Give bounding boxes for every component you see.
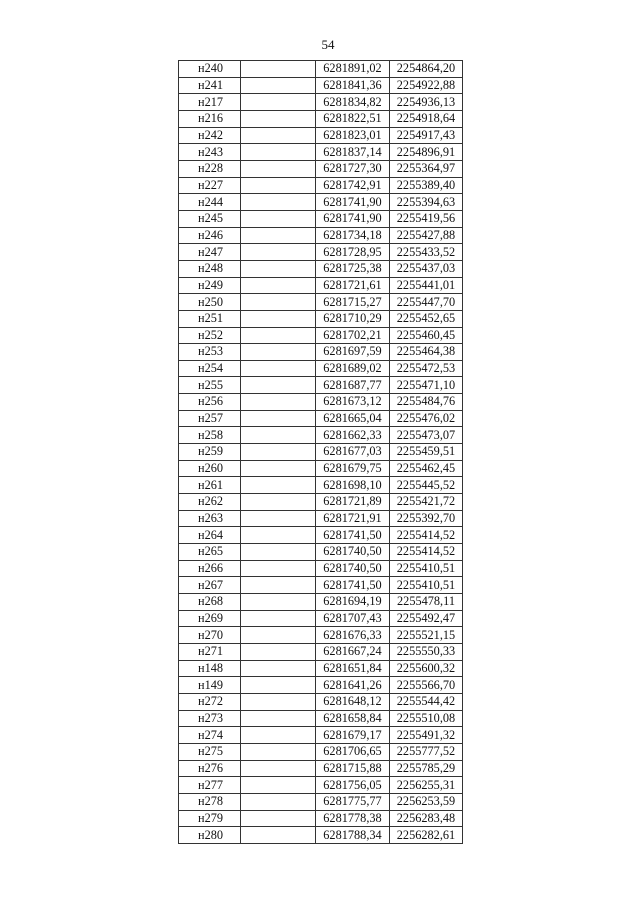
blank-cell: [241, 760, 316, 777]
point-name-cell: н249: [179, 277, 241, 294]
blank-cell: [241, 294, 316, 311]
blank-cell: [241, 160, 316, 177]
blank-cell: [241, 277, 316, 294]
x-coordinate-cell: 6281665,04: [316, 410, 390, 427]
table-row: [179, 110, 463, 127]
x-coordinate-cell: 6281676,33: [316, 627, 390, 644]
table-row: [179, 444, 463, 461]
x-coordinate-cell: 6281728,95: [316, 244, 390, 261]
x-coordinate-cell: 6281667,24: [316, 643, 390, 660]
table-row: [179, 594, 463, 611]
point-name-cell: н261: [179, 477, 241, 494]
x-coordinate-cell: 6281741,50: [316, 527, 390, 544]
x-coordinate-cell: 6281834,82: [316, 94, 390, 111]
point-name-cell: н278: [179, 793, 241, 810]
table-row: [179, 194, 463, 211]
blank-cell: [241, 110, 316, 127]
blank-cell: [241, 410, 316, 427]
blank-cell: [241, 544, 316, 561]
blank-cell: [241, 627, 316, 644]
point-name-cell: н243: [179, 144, 241, 161]
y-coordinate-cell: 2255445,52: [390, 477, 463, 494]
y-coordinate-cell: 2255427,88: [390, 227, 463, 244]
y-coordinate-cell: 2255491,32: [390, 727, 463, 744]
table-row: [179, 210, 463, 227]
x-coordinate-cell: 6281710,29: [316, 310, 390, 327]
y-coordinate-cell: 2256253,59: [390, 793, 463, 810]
x-coordinate-cell: 6281648,12: [316, 693, 390, 710]
table-row: [179, 527, 463, 544]
x-coordinate-cell: 6281707,43: [316, 610, 390, 627]
x-coordinate-cell: 6281725,38: [316, 260, 390, 277]
y-coordinate-cell: 2255441,01: [390, 277, 463, 294]
y-coordinate-cell: 2255478,11: [390, 594, 463, 611]
y-coordinate-cell: 2255419,56: [390, 210, 463, 227]
table-row: [179, 394, 463, 411]
y-coordinate-cell: 2254917,43: [390, 127, 463, 144]
table-row: [179, 327, 463, 344]
point-name-cell: н276: [179, 760, 241, 777]
y-coordinate-cell: 2255410,51: [390, 577, 463, 594]
x-coordinate-cell: 6281694,19: [316, 594, 390, 611]
x-coordinate-cell: 6281734,18: [316, 227, 390, 244]
table-row: [179, 94, 463, 111]
blank-cell: [241, 77, 316, 94]
y-coordinate-cell: 2255452,65: [390, 310, 463, 327]
table-row: [179, 610, 463, 627]
point-name-cell: н254: [179, 360, 241, 377]
x-coordinate-cell: 6281658,84: [316, 710, 390, 727]
y-coordinate-cell: 2255459,51: [390, 444, 463, 461]
point-name-cell: н245: [179, 210, 241, 227]
blank-cell: [241, 394, 316, 411]
y-coordinate-cell: 2255492,47: [390, 610, 463, 627]
point-name-cell: н271: [179, 643, 241, 660]
x-coordinate-cell: 6281651,84: [316, 660, 390, 677]
x-coordinate-cell: 6281822,51: [316, 110, 390, 127]
point-name-cell: н248: [179, 260, 241, 277]
x-coordinate-cell: 6281742,91: [316, 177, 390, 194]
table-row: [179, 577, 463, 594]
x-coordinate-cell: 6281741,50: [316, 577, 390, 594]
x-coordinate-cell: 6281788,34: [316, 827, 390, 844]
blank-cell: [241, 144, 316, 161]
blank-cell: [241, 177, 316, 194]
blank-cell: [241, 827, 316, 844]
blank-cell: [241, 360, 316, 377]
point-name-cell: н217: [179, 94, 241, 111]
table-row: [179, 477, 463, 494]
x-coordinate-cell: 6281837,14: [316, 144, 390, 161]
point-name-cell: н242: [179, 127, 241, 144]
blank-cell: [241, 577, 316, 594]
table-row: [179, 494, 463, 511]
y-coordinate-cell: 2255476,02: [390, 410, 463, 427]
x-coordinate-cell: 6281679,17: [316, 727, 390, 744]
y-coordinate-cell: 2255389,40: [390, 177, 463, 194]
x-coordinate-cell: 6281689,02: [316, 360, 390, 377]
blank-cell: [241, 793, 316, 810]
y-coordinate-cell: 2255433,52: [390, 244, 463, 261]
y-coordinate-cell: 2255600,32: [390, 660, 463, 677]
y-coordinate-cell: 2255464,38: [390, 344, 463, 361]
x-coordinate-cell: 6281721,89: [316, 494, 390, 511]
table-row: [179, 793, 463, 810]
table-row: [179, 244, 463, 261]
y-coordinate-cell: 2255462,45: [390, 460, 463, 477]
y-coordinate-cell: 2255414,52: [390, 527, 463, 544]
x-coordinate-cell: 6281891,02: [316, 61, 390, 78]
table-row: [179, 660, 463, 677]
blank-cell: [241, 344, 316, 361]
x-coordinate-cell: 6281775,77: [316, 793, 390, 810]
y-coordinate-cell: 2255777,52: [390, 743, 463, 760]
blank-cell: [241, 527, 316, 544]
blank-cell: [241, 643, 316, 660]
blank-cell: [241, 127, 316, 144]
table-row: [179, 160, 463, 177]
point-name-cell: н268: [179, 594, 241, 611]
point-name-cell: н274: [179, 727, 241, 744]
y-coordinate-cell: 2255521,15: [390, 627, 463, 644]
table-row: [179, 310, 463, 327]
x-coordinate-cell: 6281721,91: [316, 510, 390, 527]
table-row: [179, 177, 463, 194]
point-name-cell: н267: [179, 577, 241, 594]
blank-cell: [241, 260, 316, 277]
table-row: [179, 260, 463, 277]
table-row: [179, 510, 463, 527]
table-row: [179, 144, 463, 161]
point-name-cell: н216: [179, 110, 241, 127]
x-coordinate-cell: 6281778,38: [316, 810, 390, 827]
coordinates-table: [178, 60, 463, 844]
y-coordinate-cell: 2255544,42: [390, 693, 463, 710]
blank-cell: [241, 427, 316, 444]
blank-cell: [241, 743, 316, 760]
y-coordinate-cell: 2254918,64: [390, 110, 463, 127]
point-name-cell: н260: [179, 460, 241, 477]
x-coordinate-cell: 6281687,77: [316, 377, 390, 394]
table-row: [179, 77, 463, 94]
point-name-cell: н241: [179, 77, 241, 94]
point-name-cell: н265: [179, 544, 241, 561]
y-coordinate-cell: 2255484,76: [390, 394, 463, 411]
x-coordinate-cell: 6281715,27: [316, 294, 390, 311]
table-row: [179, 743, 463, 760]
blank-cell: [241, 494, 316, 511]
x-coordinate-cell: 6281740,50: [316, 544, 390, 561]
point-name-cell: н258: [179, 427, 241, 444]
point-name-cell: н256: [179, 394, 241, 411]
point-name-cell: н148: [179, 660, 241, 677]
point-name-cell: н275: [179, 743, 241, 760]
blank-cell: [241, 327, 316, 344]
y-coordinate-cell: 2255392,70: [390, 510, 463, 527]
y-coordinate-cell: 2255410,51: [390, 560, 463, 577]
point-name-cell: н279: [179, 810, 241, 827]
y-coordinate-cell: 2256283,48: [390, 810, 463, 827]
y-coordinate-cell: 2255394,63: [390, 194, 463, 211]
y-coordinate-cell: 2255421,72: [390, 494, 463, 511]
table-row: [179, 294, 463, 311]
blank-cell: [241, 444, 316, 461]
x-coordinate-cell: 6281756,05: [316, 777, 390, 794]
y-coordinate-cell: 2255550,33: [390, 643, 463, 660]
blank-cell: [241, 210, 316, 227]
blank-cell: [241, 560, 316, 577]
point-name-cell: н253: [179, 344, 241, 361]
table-row: [179, 627, 463, 644]
x-coordinate-cell: 6281641,26: [316, 677, 390, 694]
blank-cell: [241, 227, 316, 244]
table-row: [179, 377, 463, 394]
blank-cell: [241, 610, 316, 627]
table-row: [179, 410, 463, 427]
x-coordinate-cell: 6281721,61: [316, 277, 390, 294]
blank-cell: [241, 727, 316, 744]
y-coordinate-cell: 2255364,97: [390, 160, 463, 177]
blank-cell: [241, 810, 316, 827]
blank-cell: [241, 244, 316, 261]
table-row: [179, 460, 463, 477]
point-name-cell: н263: [179, 510, 241, 527]
x-coordinate-cell: 6281740,50: [316, 560, 390, 577]
blank-cell: [241, 660, 316, 677]
x-coordinate-cell: 6281677,03: [316, 444, 390, 461]
point-name-cell: н255: [179, 377, 241, 394]
blank-cell: [241, 777, 316, 794]
table-row: [179, 727, 463, 744]
point-name-cell: н273: [179, 710, 241, 727]
table-row: [179, 810, 463, 827]
y-coordinate-cell: 2255447,70: [390, 294, 463, 311]
table-row: [179, 277, 463, 294]
point-name-cell: н149: [179, 677, 241, 694]
x-coordinate-cell: 6281702,21: [316, 327, 390, 344]
blank-cell: [241, 310, 316, 327]
y-coordinate-cell: 2255414,52: [390, 544, 463, 561]
blank-cell: [241, 477, 316, 494]
y-coordinate-cell: 2255785,29: [390, 760, 463, 777]
table-row: [179, 61, 463, 78]
x-coordinate-cell: 6281673,12: [316, 394, 390, 411]
y-coordinate-cell: 2255566,70: [390, 677, 463, 694]
table-row: [179, 827, 463, 844]
point-name-cell: н262: [179, 494, 241, 511]
x-coordinate-cell: 6281697,59: [316, 344, 390, 361]
point-name-cell: н269: [179, 610, 241, 627]
blank-cell: [241, 61, 316, 78]
x-coordinate-cell: 6281662,33: [316, 427, 390, 444]
blank-cell: [241, 594, 316, 611]
x-coordinate-cell: 6281679,75: [316, 460, 390, 477]
y-coordinate-cell: 2255437,03: [390, 260, 463, 277]
blank-cell: [241, 377, 316, 394]
blank-cell: [241, 510, 316, 527]
table-row: [179, 710, 463, 727]
table-row: [179, 360, 463, 377]
point-name-cell: н252: [179, 327, 241, 344]
point-name-cell: н259: [179, 444, 241, 461]
blank-cell: [241, 693, 316, 710]
point-name-cell: н272: [179, 693, 241, 710]
point-name-cell: н228: [179, 160, 241, 177]
point-name-cell: н244: [179, 194, 241, 211]
table-row: [179, 560, 463, 577]
y-coordinate-cell: 2255472,53: [390, 360, 463, 377]
table-row: [179, 777, 463, 794]
table-row: [179, 227, 463, 244]
blank-cell: [241, 460, 316, 477]
blank-cell: [241, 94, 316, 111]
blank-cell: [241, 710, 316, 727]
x-coordinate-cell: 6281741,90: [316, 210, 390, 227]
point-name-cell: н250: [179, 294, 241, 311]
point-name-cell: н227: [179, 177, 241, 194]
point-name-cell: н266: [179, 560, 241, 577]
blank-cell: [241, 677, 316, 694]
blank-cell: [241, 194, 316, 211]
y-coordinate-cell: 2256255,31: [390, 777, 463, 794]
y-coordinate-cell: 2254864,20: [390, 61, 463, 78]
y-coordinate-cell: 2254896,91: [390, 144, 463, 161]
y-coordinate-cell: 2255460,45: [390, 327, 463, 344]
table-row: [179, 344, 463, 361]
point-name-cell: н277: [179, 777, 241, 794]
x-coordinate-cell: 6281841,36: [316, 77, 390, 94]
point-name-cell: н264: [179, 527, 241, 544]
y-coordinate-cell: 2254936,13: [390, 94, 463, 111]
point-name-cell: н270: [179, 627, 241, 644]
y-coordinate-cell: 2255473,07: [390, 427, 463, 444]
table-row: [179, 677, 463, 694]
page-number: 54: [321, 37, 335, 52]
x-coordinate-cell: 6281706,65: [316, 743, 390, 760]
table-row: [179, 693, 463, 710]
y-coordinate-cell: 2255471,10: [390, 377, 463, 394]
point-name-cell: н240: [179, 61, 241, 78]
table-row: [179, 127, 463, 144]
y-coordinate-cell: 2255510,08: [390, 710, 463, 727]
y-coordinate-cell: 2254922,88: [390, 77, 463, 94]
table-row: [179, 427, 463, 444]
table-row: [179, 760, 463, 777]
x-coordinate-cell: 6281741,90: [316, 194, 390, 211]
point-name-cell: н251: [179, 310, 241, 327]
x-coordinate-cell: 6281823,01: [316, 127, 390, 144]
point-name-cell: н280: [179, 827, 241, 844]
y-coordinate-cell: 2256282,61: [390, 827, 463, 844]
point-name-cell: н257: [179, 410, 241, 427]
x-coordinate-cell: 6281727,30: [316, 160, 390, 177]
point-name-cell: н247: [179, 244, 241, 261]
point-name-cell: н246: [179, 227, 241, 244]
table-row: [179, 544, 463, 561]
x-coordinate-cell: 6281715,88: [316, 760, 390, 777]
x-coordinate-cell: 6281698,10: [316, 477, 390, 494]
table-row: [179, 643, 463, 660]
